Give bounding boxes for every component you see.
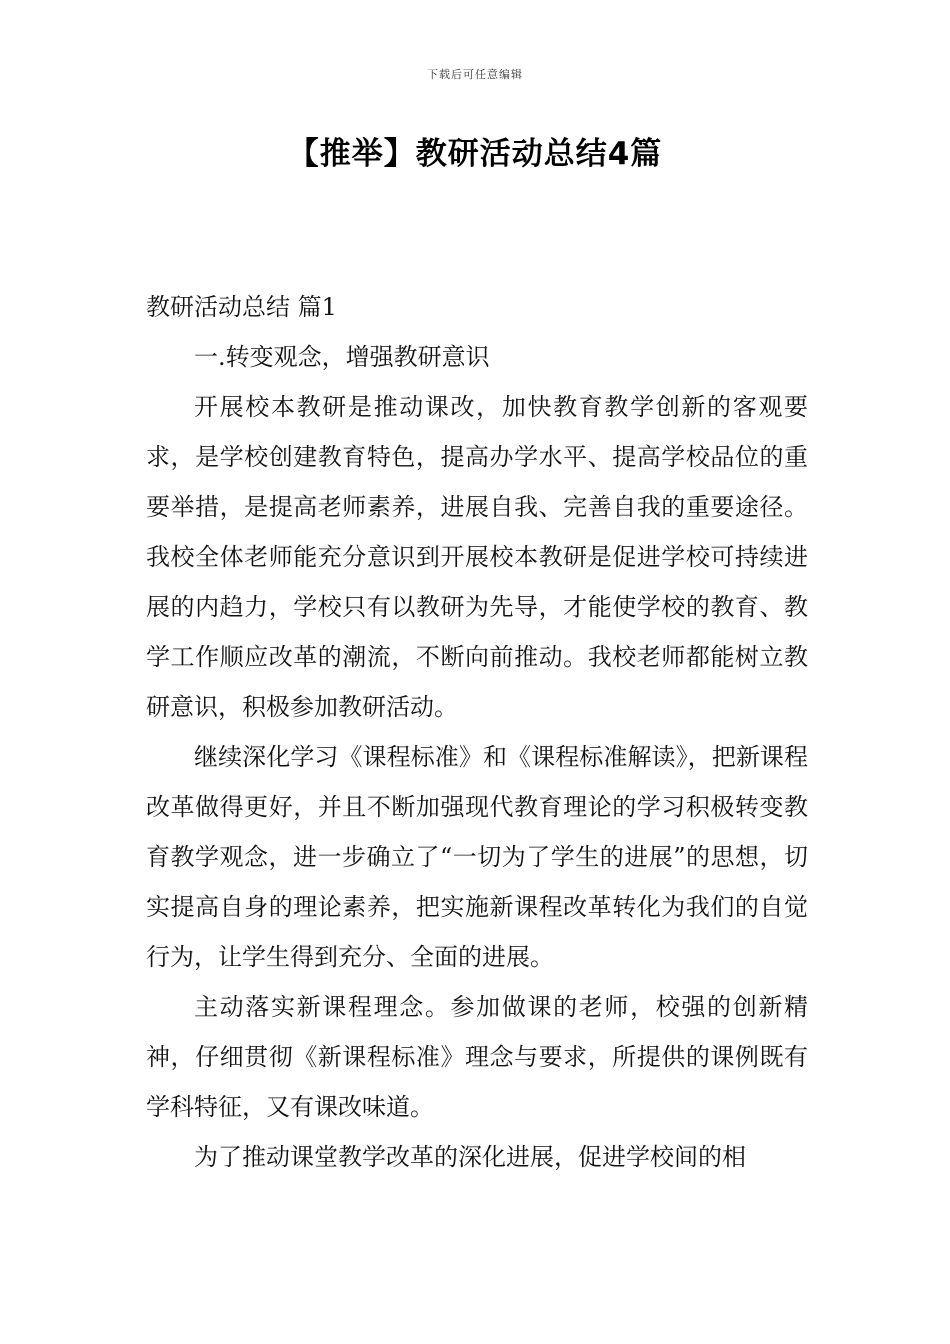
paragraph: 为了推动课堂教学改革的深化进展，促进学校间的相	[194, 1143, 746, 1171]
document-title: 【推举】教研活动总结4篇	[287, 136, 663, 172]
header-note: 下载后可任意编辑	[427, 68, 523, 81]
document-body	[146, 282, 808, 1182]
section-heading: 教研活动总结 篇1	[146, 293, 337, 321]
paragraph: 主动落实新课程理念。参加做课的老师，校强的创新精神，仔细贯彻《新课程标准》理念与要求，所提供的课例既有学科特征，又有课改味道。	[146, 993, 808, 1121]
subheading: 一.转变观念，增强教研意识	[194, 343, 490, 371]
paragraph: 继续深化学习《课程标准》和《课程标准解读》，把新课程改革做得更好，并且不断加强现代教育理论的学习积极转变教育教学观念，进一步确立了“一切为了学生的进展”的思想，切实提高自身的理论素养，把实施新课程改革转化为我们的自觉行为，让学生得到充分、全面的进展。	[146, 743, 808, 971]
paragraph: 开展校本教研是推动课改，加快教育教学创新的客观要求，是学校创建教育特色，提高办学水平、提高学校品位的重要举措，是提高老师素养，进展自我、完善自我的重要途径。我校全体老师能充分意识到开展校本教研是促进学校可持续进展的内趋力，学校只有以教研为先导，才能使学校的教育、教学工作顺应改革的潮流，不断向前推动。我校老师都能树立教研意识，积极参加教研活动。	[146, 393, 808, 721]
